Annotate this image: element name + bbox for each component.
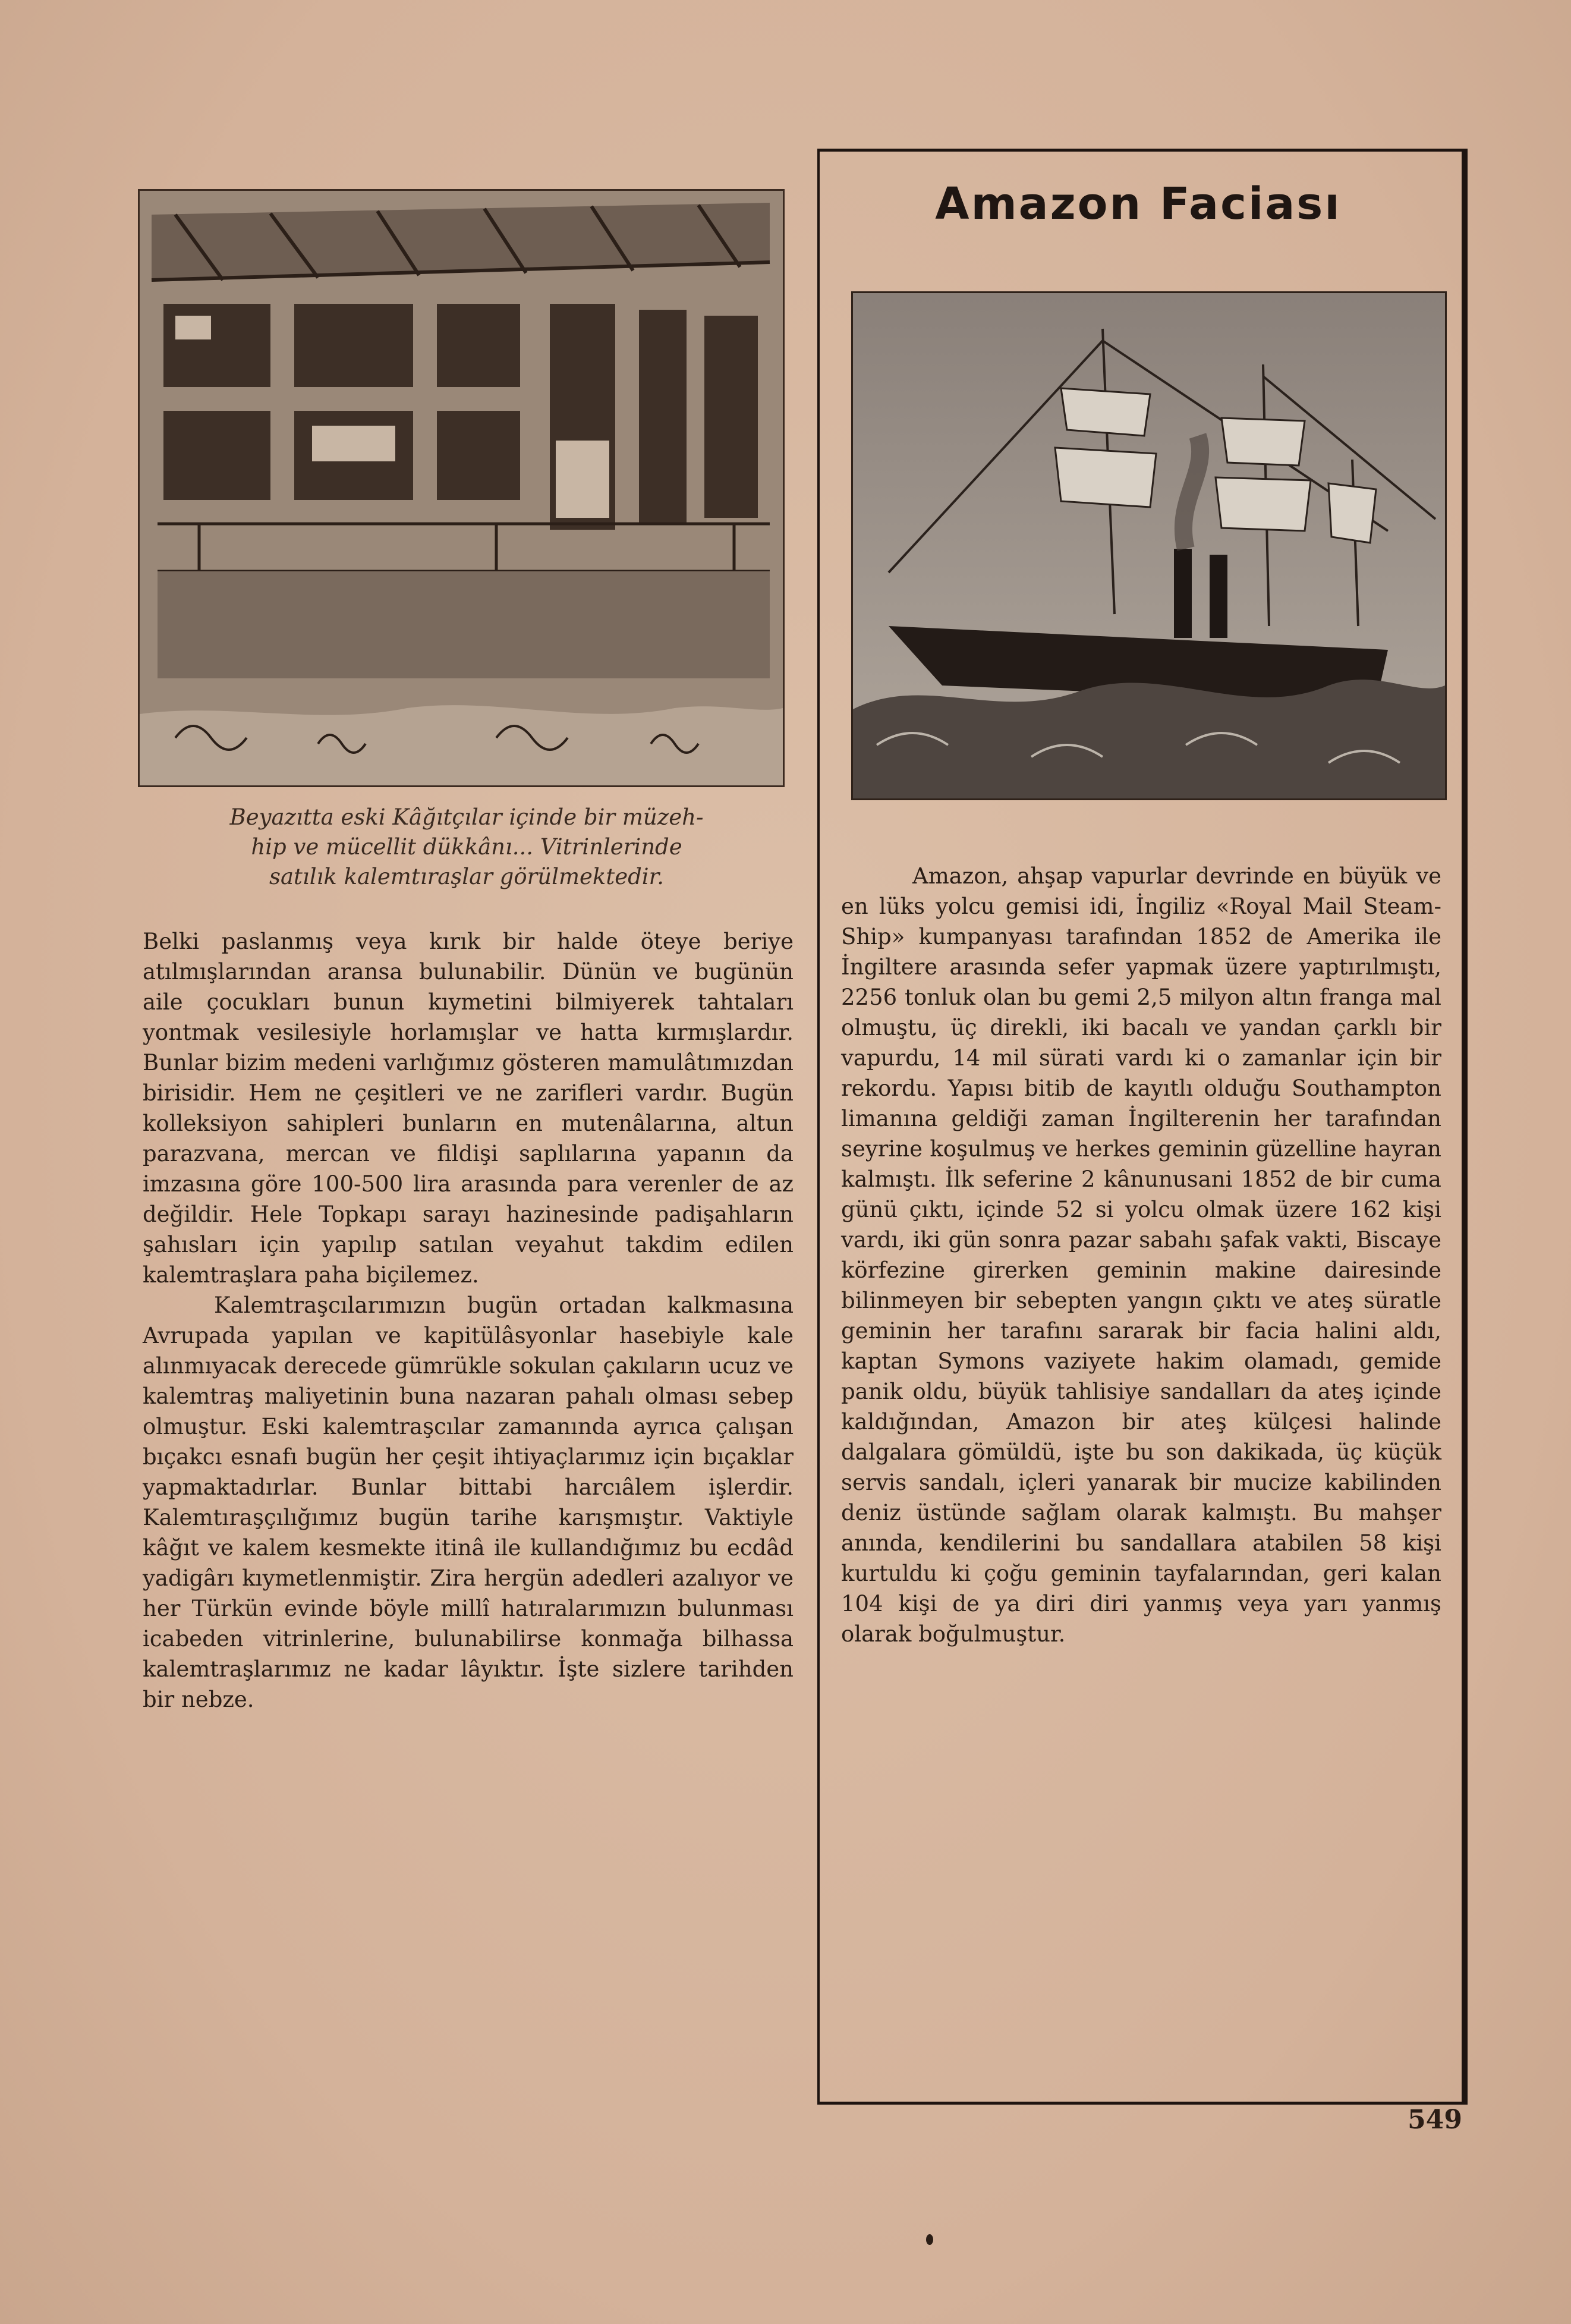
shop-illustration (140, 191, 783, 785)
right-article-body (841, 861, 1441, 1649)
article-paragraph: Amazon, ahşap vapurlar devrinde en büyük ve en lüks yolcu gemisi idi, İngiliz «Royal Mail Steam-Ship» kumpanyası tarafından 1852 de Amerika ile İngiltere arasında sefer yapmak üzere yaptırılmıştı, 2256 tonluk olan bu gemi 2,5 milyon altın franga mal olmuştu, üç direkli, iki bacalı ve yandan çarklı bir vapurdu, 14 mil sürati vardı ki o zamanlar için bir rekordu. Yapısı bitib de kayıtlı olduğu Southampton limanına geldiği zaman İngilterenin her tarafından seyrine koşulmuş ve herkes geminin güzelline hayran kalmıştı. İlk seferine 2 kânunusani 1852 de bir cuma günü çıktı, içinde 52 si yolcu olmak üzere 162 kişi vardı, iki gün sonra pazar sabahı şafak vakti, Biscaye körfezine girerken geminin makine dairesinde bilinmeyen bir sebepten yangın çıktı ve ateş süratle geminin her tarafını sararak bir facia halini aldı, kaptan Symons vaziyete hakim olamadı, gemide panik oldu, büyük tahlisiye sandalları da ateş içinde kaldığından, Amazon bir ateş külçesi halinde dalgalara gömüldü, işte bu son dakikada, üç küçük servis sandalı, içleri yanarak bir mucize kabilinden deniz üstünde sağlam olarak kalmıştı. Bu mahşer anında, kendilerini bu sandallara atabilen 58 kişi kurtuldu ki çoğu geminin tayfalarından, geri kalan 104 kişi de ya diri diri yanmış veya yarı yanmış olarak boğulmuştur. (841, 863, 1441, 1647)
ink-speck (926, 2234, 933, 2245)
article-title: Amazon Faciası (935, 178, 1342, 229)
left-article-body (143, 926, 794, 1715)
caption-line: hip ve mücellit dükkânı... Vitrinlerinde (251, 834, 682, 860)
article-paragraph: Kalemtraşcılarımızın bugün ortadan kalkmasına Avrupada yapılan ve kapitülâsyonlar hasebiyle kale alınmıyacak derecede gümrükle sokulan çakıların ucuz ve kalemtraş maliyetinin buna nazaran pahalı olması sebep olmuştur. Eski kalemtraşcılar zamanında ayrıca çalışan bıçakcı esnafı bugün her çeşit ihtiyaçlarımız için bıçaklar yapmaktadırlar. Bunlar bittabi harcıâlem işlerdir. Kalemtıraşçılığımız bugün tarihe karışmıştır. Vaktiyle kâğıt ve kalem kesmekte itinâ ile kullandığımız bu ecdâd yadigârı kıymetlenmiştir. Zira hergün adedleri azalıyor ve her Türkün evinde böyle millî hatıralarımızın bulunması icabeden vitrinlerine, bulunabilirse konmağa bilhassa kalemtraşlarımız ne kadar lâyıktır. İşte sizlere tarihden bir nebze. (143, 1292, 794, 1712)
ship-illustration (853, 293, 1445, 798)
shop-engraving (138, 189, 785, 787)
page-number: 549 (1408, 2105, 1462, 2135)
figure-caption (137, 803, 796, 892)
ship-engraving (851, 291, 1447, 800)
caption-line: Beyazıtta eski Kâğıtçılar içinde bir müzeh- (229, 804, 704, 830)
caption-line: satılık kalemtıraşlar görülmektedir. (269, 864, 665, 889)
article-paragraph: Belki paslanmış veya kırık bir halde öteye beriye atılmışlarından aransa bulunabilir. Dünün ve bugünün aile çocukları bunun kıymetini bilmiyerek tahtaları yontmak vesilesiyle horlamışlar ve hatta kırmışlardır. Bunlar bizim medeni varlığımız gösteren mamulâtımızdan birisidir. Hem ne çeşitleri ve ne zarifleri vardır. Bugün kolleksiyon sahipleri bunların en mutenâlarına, altun parazvana, mercan ve fildişi saplılarına yapanın da imzasına göre 100-500 lira arasında para verenler de az değildir. Hele Topkapı sarayı hazinesinde padişahların şahısları için yapılıp satılan veyahut takdim edilen kalemtraşlara paha biçilemez. (143, 929, 794, 1288)
